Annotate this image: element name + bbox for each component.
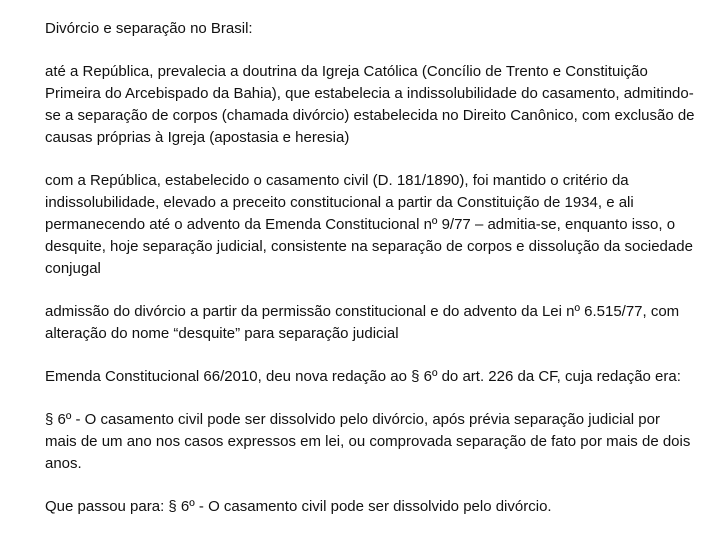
paragraph-old-text: § 6º - O casamento civil pode ser dissolvido pelo divórcio, após prévia separação judicial por mais de um ano nos casos expressos em lei, ou comprovada separação de fato por mais de dois anos. <box>45 411 691 472</box>
paragraph-amendment-66: Emenda Constitucional 66/2010, deu nova redação ao § 6º do art. 226 da CF, cuja redação era: <box>45 368 681 385</box>
document-title: Divórcio e separação no Brasil: <box>45 20 253 37</box>
paragraph-divorce-admission: admissão do divórcio a partir da permissão constitucional e do advento da Lei nº 6.515/77, com alteração do nome “desquite” para separação judicial <box>45 303 680 342</box>
paragraph-new-text: Que passou para: § 6º - O casamento civil pode ser dissolvido pelo divórcio. <box>45 498 552 515</box>
paragraph-republic: com a República, estabelecido o casamento civil (D. 181/1890), foi mantido o critério da indissolubilidade, elevado a preceito constitucional a partir da Constituição de 1934, e ali permanecendo até o advento da Emenda Constitucional nº 9/77 – admitia-se, enquanto isso, o desquite, hoje separação judicial, consistente na separação de corpos e dissolução da sociedade conjugal <box>45 172 693 277</box>
document-body <box>45 18 695 518</box>
paragraph-pre-republic: até a República, prevalecia a doutrina da Igreja Católica (Concílio de Trento e Constituição Primeira do Arcebispado da Bahia), que estabelecia a indissolubilidade do casamento, admitindo-se a separação de corpos (chamada divórcio) estabelecida no Direito Canônico, com exclusão de causas próprias à Igreja (apostasia e heresia) <box>45 63 695 146</box>
